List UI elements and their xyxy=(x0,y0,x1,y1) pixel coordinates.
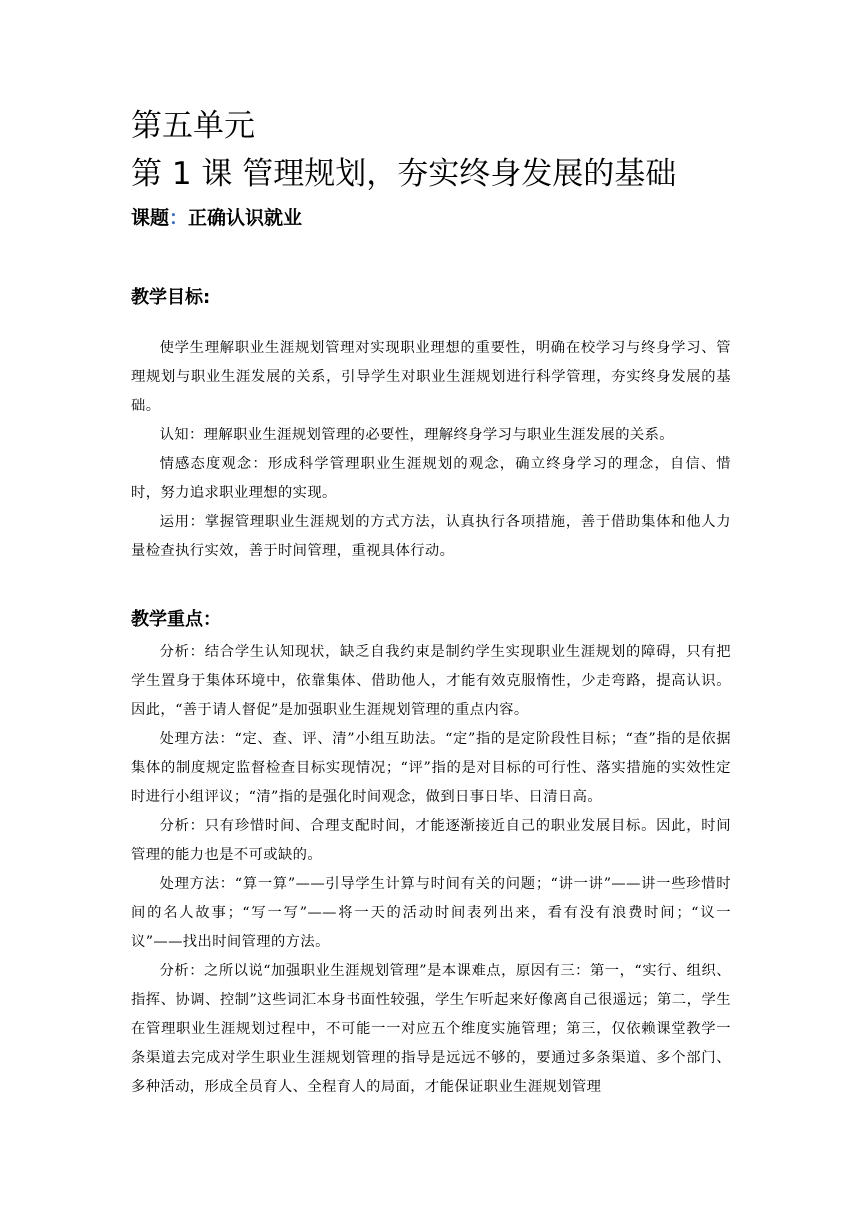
goals-paragraph: 认知：理解职业生涯规划管理的必要性，理解终身学习与职业生涯发展的关系。 xyxy=(159,427,674,443)
lesson-title: 第 1 课 管理规划，夯实终身发展的基础 xyxy=(131,156,677,192)
goals-heading: 教学目标: xyxy=(131,287,211,308)
topic-line xyxy=(131,204,731,232)
document-content xyxy=(131,106,731,1102)
goals-paragraph: 使学生理解职业生涯规划管理对实现职业理想的重要性，明确在校学习与终身学习、管理规划与职业生涯发展的关系，引导学生对职业生涯规划进行科学管理，夯实终身发展的基础。 xyxy=(131,340,731,414)
topic-colon: ： xyxy=(169,207,189,229)
key-points-paragraph: 处理方法：“算一算”——引导学生计算与时间有关的问题；“讲一讲”——讲一些珍惜时间的名人故事；“写一写”——将一天的活动时间表列出来，看有没有浪费时间；“议一议”——找出时间管理的方法。 xyxy=(131,876,731,950)
goals-paragraph: 运用：掌握管理职业生涯规划的方式方法，认真执行各项措施，善于借助集体和他人力量检查执行实效，善于时间管理，重视具体行动。 xyxy=(131,514,731,559)
key-points-paragraph: 分析：只有珍惜时间、合理支配时间，才能逐渐接近自己的职业发展目标。因此，时间管理的能力也是不可或缺的。 xyxy=(131,818,731,863)
topic-label: 课题 xyxy=(131,207,170,229)
goals-section xyxy=(131,334,731,566)
key-points-paragraph: 处理方法：“定、查、评、清”小组互助法。“定”指的是定阶段性目标；“查”指的是依据集体的制度规定监督检查目标实现情况；“评”指的是对目标的可行性、落实措施的实效性定时进行小组评议；“清”指的是强化时间观念，做到日事日毕、日清日高。 xyxy=(131,731,731,805)
goals-paragraph: 情感态度观念：形成科学管理职业生涯规划的观念，确立终身学习的理念，自信、惜时，努力追求职业理想的实现。 xyxy=(131,456,731,501)
key-points-heading: 教学重点： xyxy=(131,609,221,630)
topic-value: 正确认识就业 xyxy=(188,207,303,229)
unit-title: 第五单元 xyxy=(131,108,255,144)
key-points-paragraph: 分析：之所以说“加强职业生涯规划管理”是本课难点，原因有三：第一，“实行、组织、指挥、协调、控制”这些词汇本身书面性较强，学生乍听起来好像离自己很遥远；第二，学生在管理职业生涯规划过程中，不可能一一对应五个维度实施管理；第三，仅依赖课堂教学一条渠道去完成对学生职业生涯规划管理的指导是远远不够的，要通过多条渠道、多个部门、多种活动，形成全员育人、全程育人的局面，才能保证职业生涯规划管理 xyxy=(131,963,731,1095)
key-points-paragraph: 分析：结合学生认知现状，缺乏自我约束是制约学生实现职业生涯规划的障碍，只有把学生置身于集体环境中，依靠集体、借助他人，才能有效克服惰性，少走弯路，提高认识。因此，“善于请人督促”是加强职业生涯规划管理的重点内容。 xyxy=(131,644,731,718)
key-points-section xyxy=(131,638,731,1102)
